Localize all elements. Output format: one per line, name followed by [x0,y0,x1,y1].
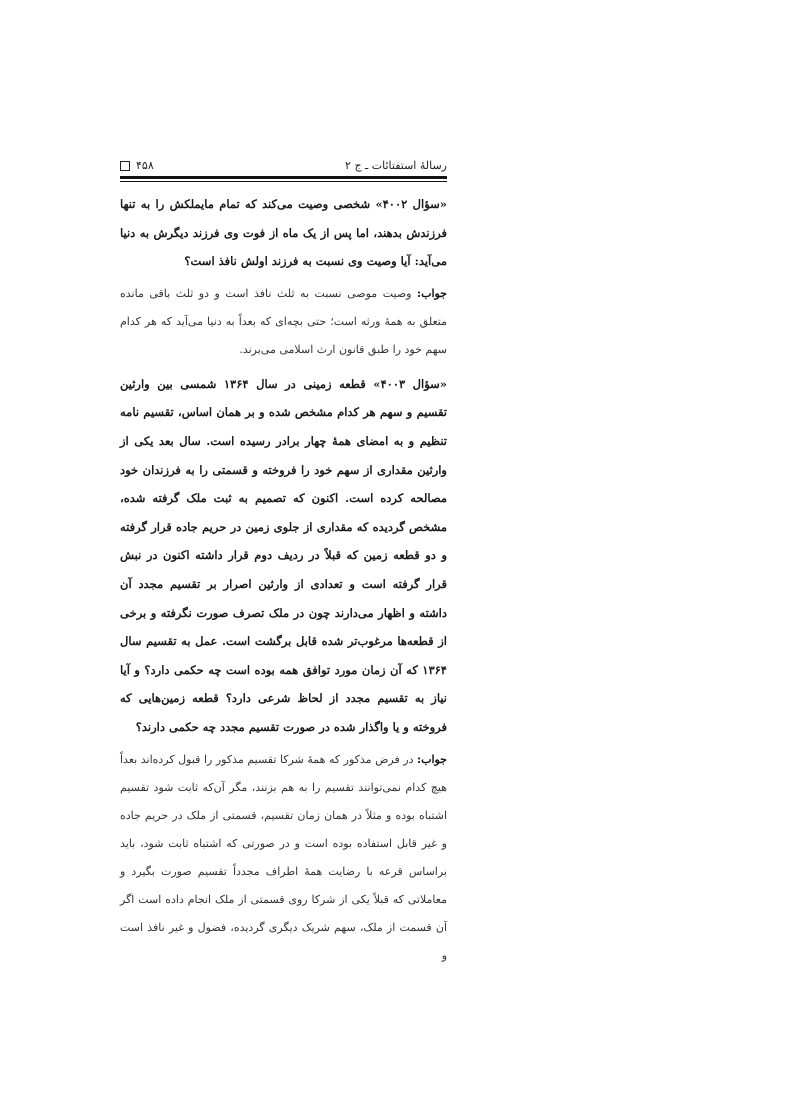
page-number-group [120,159,154,172]
qa-block [120,190,447,970]
square-bullet-icon [120,161,130,171]
answer-label: جواب: [417,752,447,766]
header-rule-thick [120,176,447,179]
answer-text: وصیت موصی نسبت به ثلث نافذ است و دو ثلث باقی مانده متعلق به همهٔ ورثه است؛ حتی بچه‌ای که بعداً به دنیا می‌آید که هر کدام سهم خود را طبق قانون ارث اسلامی می‌برند. [120,286,447,356]
question-number: «سؤال ۴۰۰۲» [375,197,447,211]
question-text: شخصی وصیت می‌کند که تمام مایملکش را به تنها فرزندش بدهند، اما پس از یک ماه از فوت وی فرزند دیگرش به دنیا می‌آید: آیا وصیت وی نسبت به فرزند اولش نافذ است؟ [120,197,447,269]
answer-label: جواب: [417,286,447,300]
answer-text: در فرض مذکور که همهٔ شرکا تقسیم مذکور را قبول کرده‌اند بعداً هیچ کدام نمی‌توانند تقسیم را به هم بزنند، مگر آن‌که ثابت شود تقسیم اشتباه بوده و مثلاً در همان زمان تقسیم، قسمتی از ملک در حریم جاده و غیر قابل استفاده بوده است و در صورتی که اشتباه ثابت شود، باید براساس قرعه با رضایت همهٔ اطراف مجدداً تقسیم صورت بگیرد و معاملاتی که قبلاً یکی از شرکا روی قسمتی از ملک انجام داده است اگر آن قسمت از ملک، سهم شریک دیگری گردیده، فضول و غیر نافذ است و [120,752,447,962]
question-number: «سؤال ۴۰۰۳» [373,376,447,391]
running-header [120,150,447,172]
question-text: قطعه زمینی در سال ۱۳۶۴ شمسی بین وارثین تقسیم و سهم هر کدام مشخص شده و بر همان اساس، تقسیم نامه تنظیم و به امضای همهٔ چهار برادر رسیده است. سال بعد یکی از وارثین مقداری از سهم خود را فروخته و قسمتی را به فرزندان خود مصالحه کرده است. اکنون که تصمیم به ثبت ملک گرفته شده، مشخص گردیده که مقداری از جلوی زمین در حریم جاده قرار گرفته و دو قطعه زمین که قبلاً در ردیف دوم قرار داشته اکنون در نبش قرار گرفته است و تعدادی از وارثین اصرار بر تقسیم مجدد آن داشته و اظهار می‌دارند چون در ملک تصرف صورت نگرفته و برخی از قطعه‌ها مرغوب‌تر شده قابل برگشت است. عمل به تقسیم سال ۱۳۶۴ که آن زمان مورد توافق همه بوده است چه حکمی دارد؟ و آیا نیاز به تقسیم مجدد از لحاظ شرعی دارد؟ قطعه زمین‌هایی که فروخته و یا واگذار شده در صورت تقسیم مجدد چه حکمی دارند؟ [120,376,447,734]
page-number: ۴۵۸ [136,159,154,172]
header-rule-thin [120,181,447,182]
question-paragraph [120,190,447,276]
book-title: رسالهٔ استفتائات ـ ج ۲ [345,159,447,172]
answer-paragraph [120,280,447,364]
book-page [120,150,447,976]
question-paragraph [120,370,447,742]
answer-paragraph [120,746,447,970]
